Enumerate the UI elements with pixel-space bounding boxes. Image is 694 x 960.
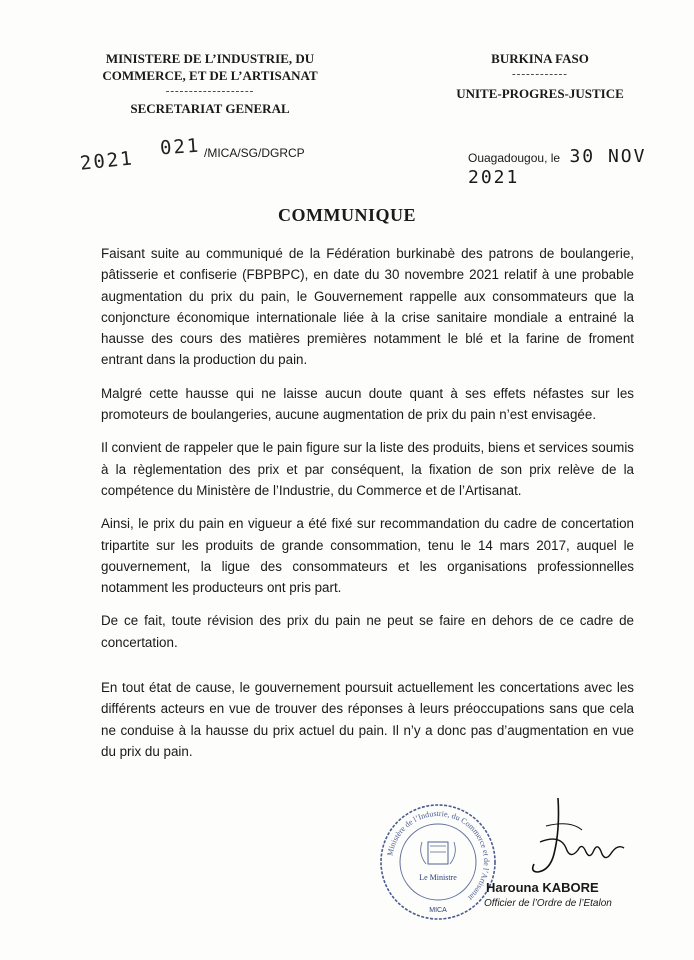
country-name: BURKINA FASO <box>491 51 589 66</box>
reference-number-handwritten: 021 <box>159 134 202 160</box>
ministry-header <box>80 50 340 117</box>
header-separator: ------------------- <box>165 85 255 97</box>
coat-of-arms-icon <box>421 842 456 864</box>
handwritten-signature <box>520 790 640 890</box>
stamp-ring-text: Ministère de l’Industrie, du Commerce et de l’Artisanat <box>385 808 492 903</box>
country-separator: ------------ <box>512 68 568 80</box>
secretariat-label: SECRETARIAT GENERAL <box>130 101 290 116</box>
ministry-name-line-1: MINISTERE DE L’INDUSTRIE, DU <box>105 51 315 66</box>
stamp-bottom-text: MICA <box>429 907 447 914</box>
country-header <box>420 50 660 102</box>
reference-number <box>78 128 420 175</box>
place-date <box>468 146 694 188</box>
official-stamp <box>378 802 498 922</box>
paragraph: Ainsi, le prix du pain en vigueur a été fixé sur recommandation du cadre de concertation tripartite sur les produits de grande consommation, tenu le 14 mars 2017, auquel le gouvernement, la ligue des consommateurs et les organisations professionnelles notamment les producteurs ont pris part. <box>101 516 634 596</box>
signatory-title: Officier de l’Ordre de l’Etalon <box>484 898 612 909</box>
date-handwritten: 30 NOV 2021 <box>468 146 647 188</box>
national-motto: UNITE-PROGRES-JUSTICE <box>456 86 624 101</box>
reference-year-handwritten: 2021 <box>78 147 135 175</box>
stamp-center-label: Le Ministre <box>419 873 457 882</box>
paragraph: Faisant suite au communiqué de la Fédération burkinabè des patrons de boulangerie, pâtisserie et confiserie (FBPBPC), en date du 30 novembre 2021 relatif à une probable augmentation du prix du pain, le Gouvernement rappelle aux consommateurs que la conjoncture économique internationale liée à la crise sanitaire mondiale a entrainé la hausse des cours des matières premières notamment le blé et la farine de froment entrant dans la production du pain. <box>101 246 634 368</box>
paragraph: De ce fait, toute révision des prix du pain ne peut se faire en dehors de ce cadre de concertation. <box>101 613 634 650</box>
ministry-name-line-2: COMMERCE, ET DE L’ARTISANAT <box>102 68 318 83</box>
communique-body <box>101 243 634 774</box>
reference-suffix: /MICA/SG/DGRCP <box>204 146 305 160</box>
document-title: COMMUNIQUE <box>278 205 416 225</box>
place-label: Ouagadougou, le <box>468 151 561 165</box>
paragraph: Malgré cette hausse qui ne laisse aucun doute quant à ses effets néfastes sur les promoteurs de boulangeries, aucune augmentation de prix du pain n’est envisagée. <box>101 385 634 423</box>
signatory-name: Harouna KABORE <box>486 880 599 895</box>
paragraph: En tout état de cause, le gouvernement poursuit actuellement les concertations avec les différents acteurs en vue de trouver des réponses à leurs préoccupations sans que cela ne conduise à la hausse du prix actuel du pain. Il n’y a donc pas d’augmentation en vue du prix du pain. <box>101 680 634 759</box>
paragraph: Il convient de rappeler que le pain figure sur la liste des produits, biens et services soumis à la règlementation des prix et par conséquent, la fixation de son prix relève de la compétence du Ministère de l’Industrie, du Commerce et de l’Artisanat. <box>101 440 634 498</box>
